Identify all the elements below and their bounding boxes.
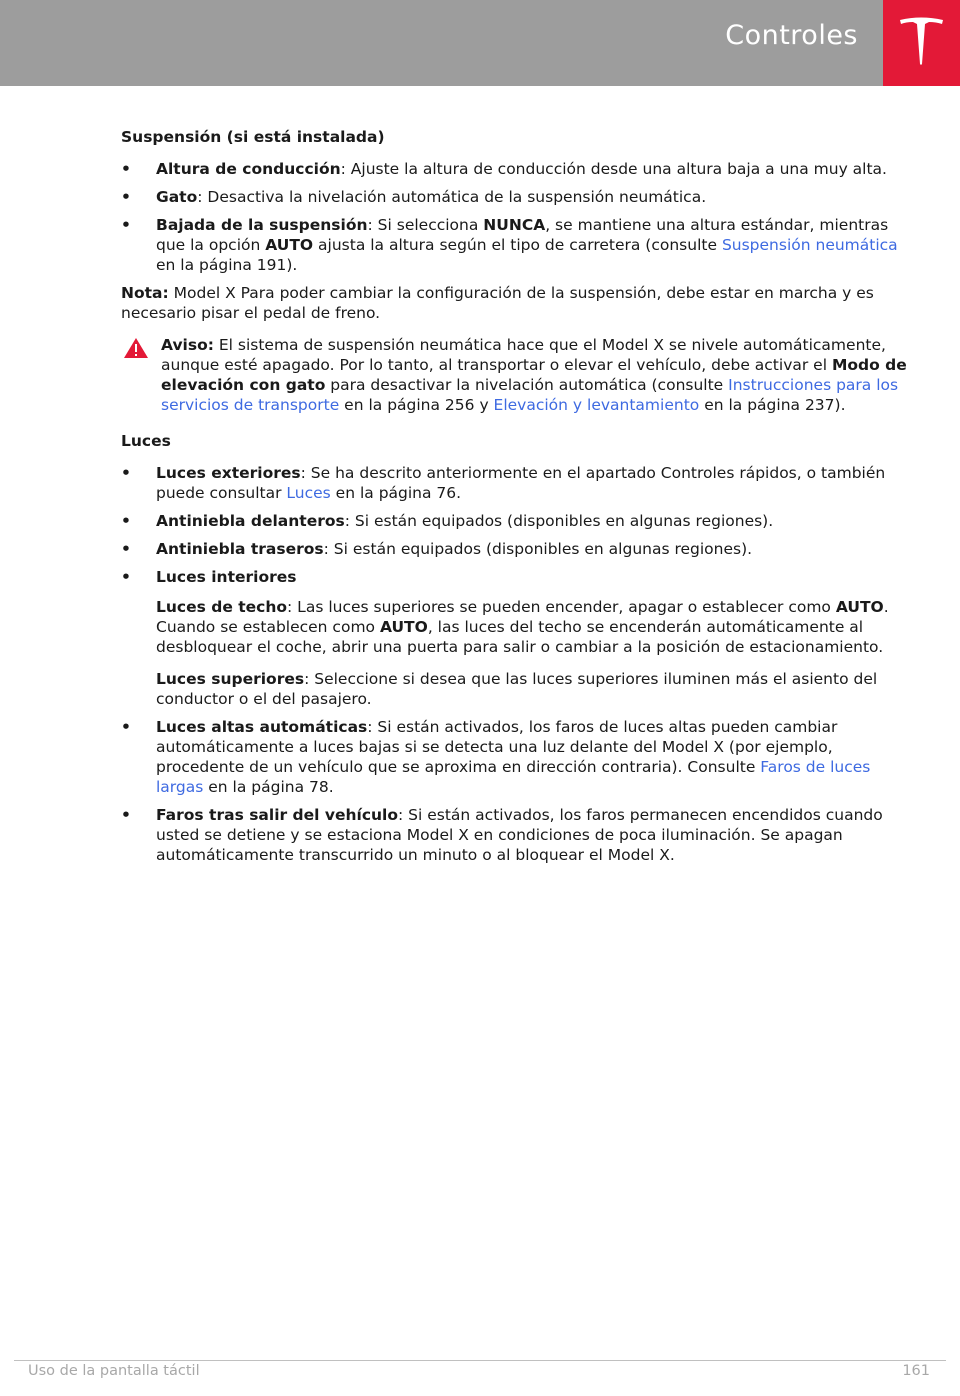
item-term: Antiniebla traseros (156, 540, 324, 558)
item-bold: AUTO (379, 618, 428, 636)
item-text: : Si selecciona (367, 216, 484, 234)
item-text: : Si están equipados (disponibles en algunas regiones). (323, 540, 753, 558)
footer-section: Uso de la pantalla táctil (28, 1363, 200, 1379)
list-item (121, 463, 911, 503)
item-term: Antiniebla delanteros (156, 512, 345, 530)
header-bar (0, 0, 960, 86)
item-term: Luces interiores (156, 568, 297, 586)
link-jacking-lifting[interactable]: Elevación y levantamiento (493, 396, 700, 414)
warning-text: para desactivar la nivelación automática (consulte (325, 376, 729, 394)
link-transport-instructions[interactable]: Instrucciones para los servicios de transporte (161, 376, 899, 414)
tesla-logo-icon (898, 16, 945, 68)
logo-box (883, 0, 960, 86)
item-text: : Si están activados, los faros permanecen encendidos cuando usted se detiene y se estaciona Model X en condiciones de poca iluminación. Se apagan automáticamente transcurrido un minuto o al bloquear el Model X. (156, 806, 883, 864)
suspension-heading: Suspensión (si está instalada) (121, 128, 385, 146)
item-text: : Si están activados, los faros de luces altas pueden cambiar automáticamente a luces bajas si se detecta una luz delante del Model X (por ejemplo, procedente de un vehículo que se aproxima en dirección contraria). Consulte (156, 718, 838, 776)
item-bold: NUNCA (483, 216, 546, 234)
warning-text: en la página 256 y (339, 396, 494, 414)
link-high-beams[interactable]: Faros de luces largas (156, 758, 871, 796)
note-label: Nota: (121, 284, 169, 302)
warning-label: Aviso: (161, 336, 214, 354)
warning-box (121, 335, 911, 415)
page-title: Controles (725, 20, 858, 51)
page-number: 161 (902, 1363, 930, 1379)
item-text: ajusta la altura según el tipo de carretera (consulte (313, 236, 722, 254)
list-item (121, 215, 911, 275)
item-text: , las luces del techo se encenderán automáticamente al desbloquear el coche, abrir una puerta para salir o cambiar a la posición de estacionamiento. (156, 618, 884, 656)
list-item (121, 717, 911, 797)
item-text: , se mantiene una altura estándar, mientras que la opción (156, 216, 889, 254)
item-text: . Cuando se establecen como (156, 598, 889, 636)
item-text: en la página 78. (203, 778, 334, 796)
item-text: : Ajuste la altura de conducción desde una altura baja a una muy alta. (340, 160, 887, 178)
warning-text: El sistema de suspensión neumática hace que el Model X se nivele automáticamente, aunque esté apagado. Por lo tanto, al transportar o elevar el vehículo, debe activar el (161, 336, 886, 374)
item-term: Luces superiores (156, 670, 305, 688)
list-item (121, 567, 911, 709)
list-item (121, 511, 911, 531)
item-term: Faros tras salir del vehículo (156, 806, 399, 824)
item-term: Altura de conducción (156, 160, 341, 178)
link-air-suspension[interactable]: Suspensión neumática (721, 236, 898, 254)
item-term: Luces altas automáticas (156, 718, 368, 736)
item-text: : Desactiva la nivelación automática de la suspensión neumática. (197, 188, 707, 206)
main-content (121, 127, 911, 873)
warning-bold: Modo de elevación con gato (161, 356, 907, 394)
footer-divider (14, 1360, 946, 1361)
item-text: : Se ha descrito anteriormente en el apartado Controles rápidos, o también puede consultar (156, 464, 886, 502)
item-term: Luces exteriores (156, 464, 301, 482)
item-text: : Seleccione si desea que las luces superiores iluminen más el asiento del conductor o el del pasajero. (156, 670, 878, 708)
suspension-list (121, 159, 911, 275)
list-item (121, 187, 911, 207)
item-term: Gato (156, 188, 198, 206)
item-term: Luces de techo (156, 598, 288, 616)
list-item (121, 539, 911, 559)
lights-list (121, 463, 911, 865)
item-bold: AUTO (265, 236, 314, 254)
note-text: Model X Para poder cambiar la configuración de la suspensión, debe estar en marcha y es necesario pisar el pedal de freno. (121, 284, 874, 322)
item-term: Bajada de la suspensión (156, 216, 368, 234)
item-text: : Las luces superiores se pueden encender, apagar o establecer como (287, 598, 836, 616)
item-bold: AUTO (835, 598, 884, 616)
note (121, 283, 911, 323)
item-text: : Si están equipados (disponibles en algunas regiones). (344, 512, 774, 530)
item-text: en la página 76. (330, 484, 462, 502)
sub-paragraph-upper (156, 669, 911, 709)
list-item (121, 805, 911, 865)
lights-heading: Luces (121, 432, 171, 450)
sub-paragraph-ceiling (156, 597, 911, 657)
warning-text: en la página 237). (699, 396, 846, 414)
list-item (121, 159, 911, 179)
warning-icon (123, 337, 149, 359)
link-lights[interactable]: Luces (286, 484, 331, 502)
item-text: en la página 191). (156, 256, 298, 274)
